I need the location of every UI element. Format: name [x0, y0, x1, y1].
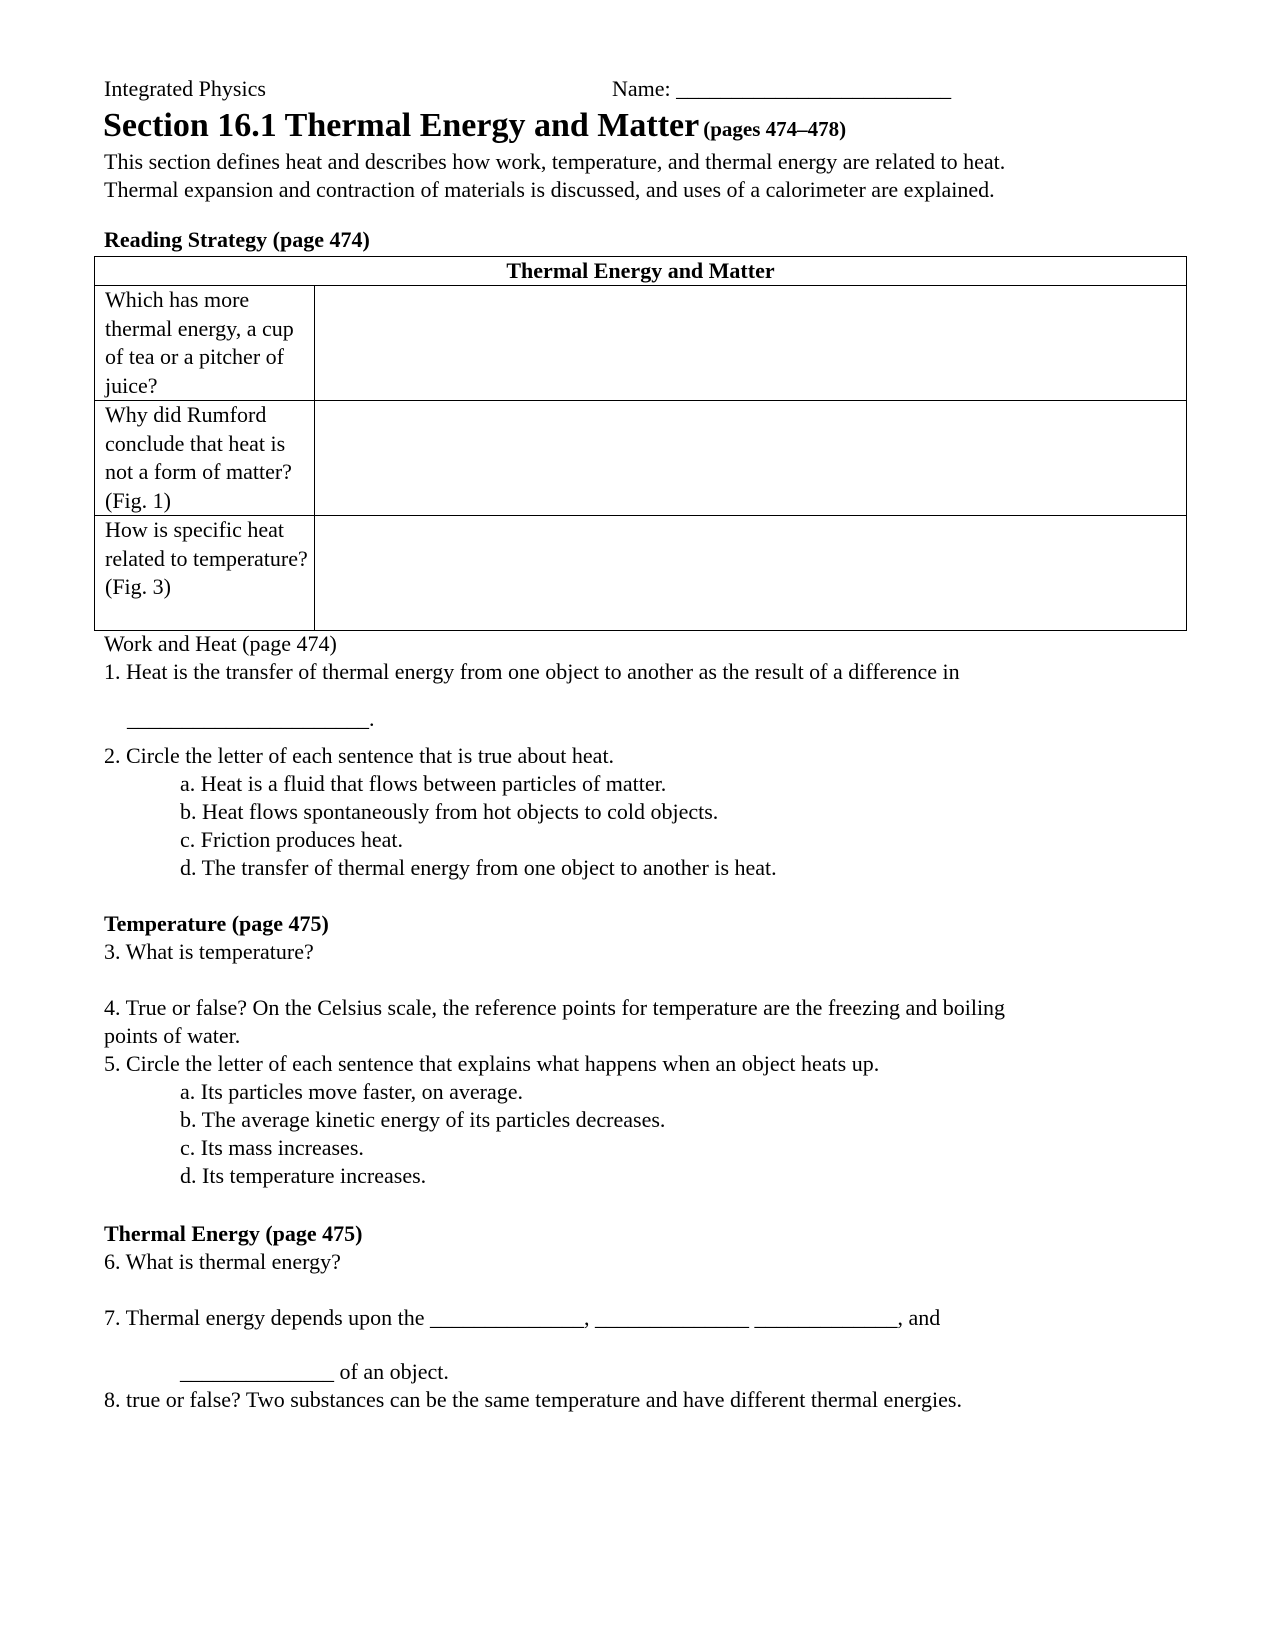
option-5d[interactable]: d. Its temperature increases. [180, 1163, 427, 1188]
question-cell: How is specific heat related to temperature? (Fig. 3) [95, 516, 315, 631]
title-main: Section 16.1 Thermal Energy and Matter [103, 107, 700, 144]
option-2c[interactable]: c. Friction produces heat. [180, 827, 403, 852]
option-2d[interactable]: d. The transfer of thermal energy from one object to another is heat. [180, 855, 777, 880]
question-2: 2. Circle the letter of each sentence that is true about heat. [104, 743, 615, 768]
course-label: Integrated Physics [104, 76, 266, 101]
table-row [95, 286, 1187, 401]
question-7-line-2: ______________ of an object. [180, 1359, 449, 1384]
option-2a[interactable]: a. Heat is a fluid that flows between particles of matter. [180, 771, 667, 796]
question-4-line-1: 4. True or false? On the Celsius scale, the reference points for temperature are the freezing and boiling [104, 995, 1006, 1020]
reading-strategy-table [94, 256, 1187, 631]
question-1-blank[interactable]: ______________________. [127, 706, 375, 731]
option-5c[interactable]: c. Its mass increases. [180, 1135, 364, 1160]
question-3: 3. What is temperature? [104, 939, 314, 964]
table-row [95, 516, 1187, 631]
question-cell: Which has more thermal energy, a cup of tea or a pitcher of juice? [95, 286, 315, 401]
answer-cell[interactable] [315, 286, 1187, 401]
option-5b[interactable]: b. The average kinetic energy of its particles decreases. [180, 1107, 666, 1132]
answer-cell[interactable] [315, 516, 1187, 631]
answer-cell[interactable] [315, 401, 1187, 516]
table-title: Thermal Energy and Matter [95, 257, 1187, 286]
question-8: 8. true or false? Two substances can be the same temperature and have different thermal energies. [104, 1387, 962, 1412]
question-cell: Why did Rumford conclude that heat is not a form of matter? (Fig. 1) [95, 401, 315, 516]
thermal-energy-heading: Thermal Energy (page 475) [104, 1221, 363, 1246]
name-field: Name: _________________________ [612, 76, 952, 101]
intro-line-2: Thermal expansion and contraction of materials is discussed, and uses of a calorimeter are explained. [104, 177, 995, 202]
intro-line-1: This section defines heat and describes how work, temperature, and thermal energy are related to heat. [104, 149, 1006, 174]
option-2b[interactable]: b. Heat flows spontaneously from hot objects to cold objects. [180, 799, 719, 824]
question-4-line-2: points of water. [104, 1023, 241, 1048]
temperature-heading: Temperature (page 475) [104, 911, 329, 936]
question-1: 1. Heat is the transfer of thermal energy from one object to another as the result of a difference in [104, 659, 960, 684]
question-5: 5. Circle the letter of each sentence that explains what happens when an object heats up. [104, 1051, 880, 1076]
page-title [103, 106, 846, 146]
reading-strategy-heading: Reading Strategy (page 474) [104, 227, 370, 252]
question-6: 6. What is thermal energy? [104, 1249, 341, 1274]
work-heat-heading: Work and Heat (page 474) [104, 631, 337, 656]
title-pages: (pages 474–478) [703, 117, 847, 141]
question-7-line-1: 7. Thermal energy depends upon the ______________, ______________ _____________, and [104, 1305, 941, 1330]
option-5a[interactable]: a. Its particles move faster, on average. [180, 1079, 524, 1104]
table-row [95, 401, 1187, 516]
